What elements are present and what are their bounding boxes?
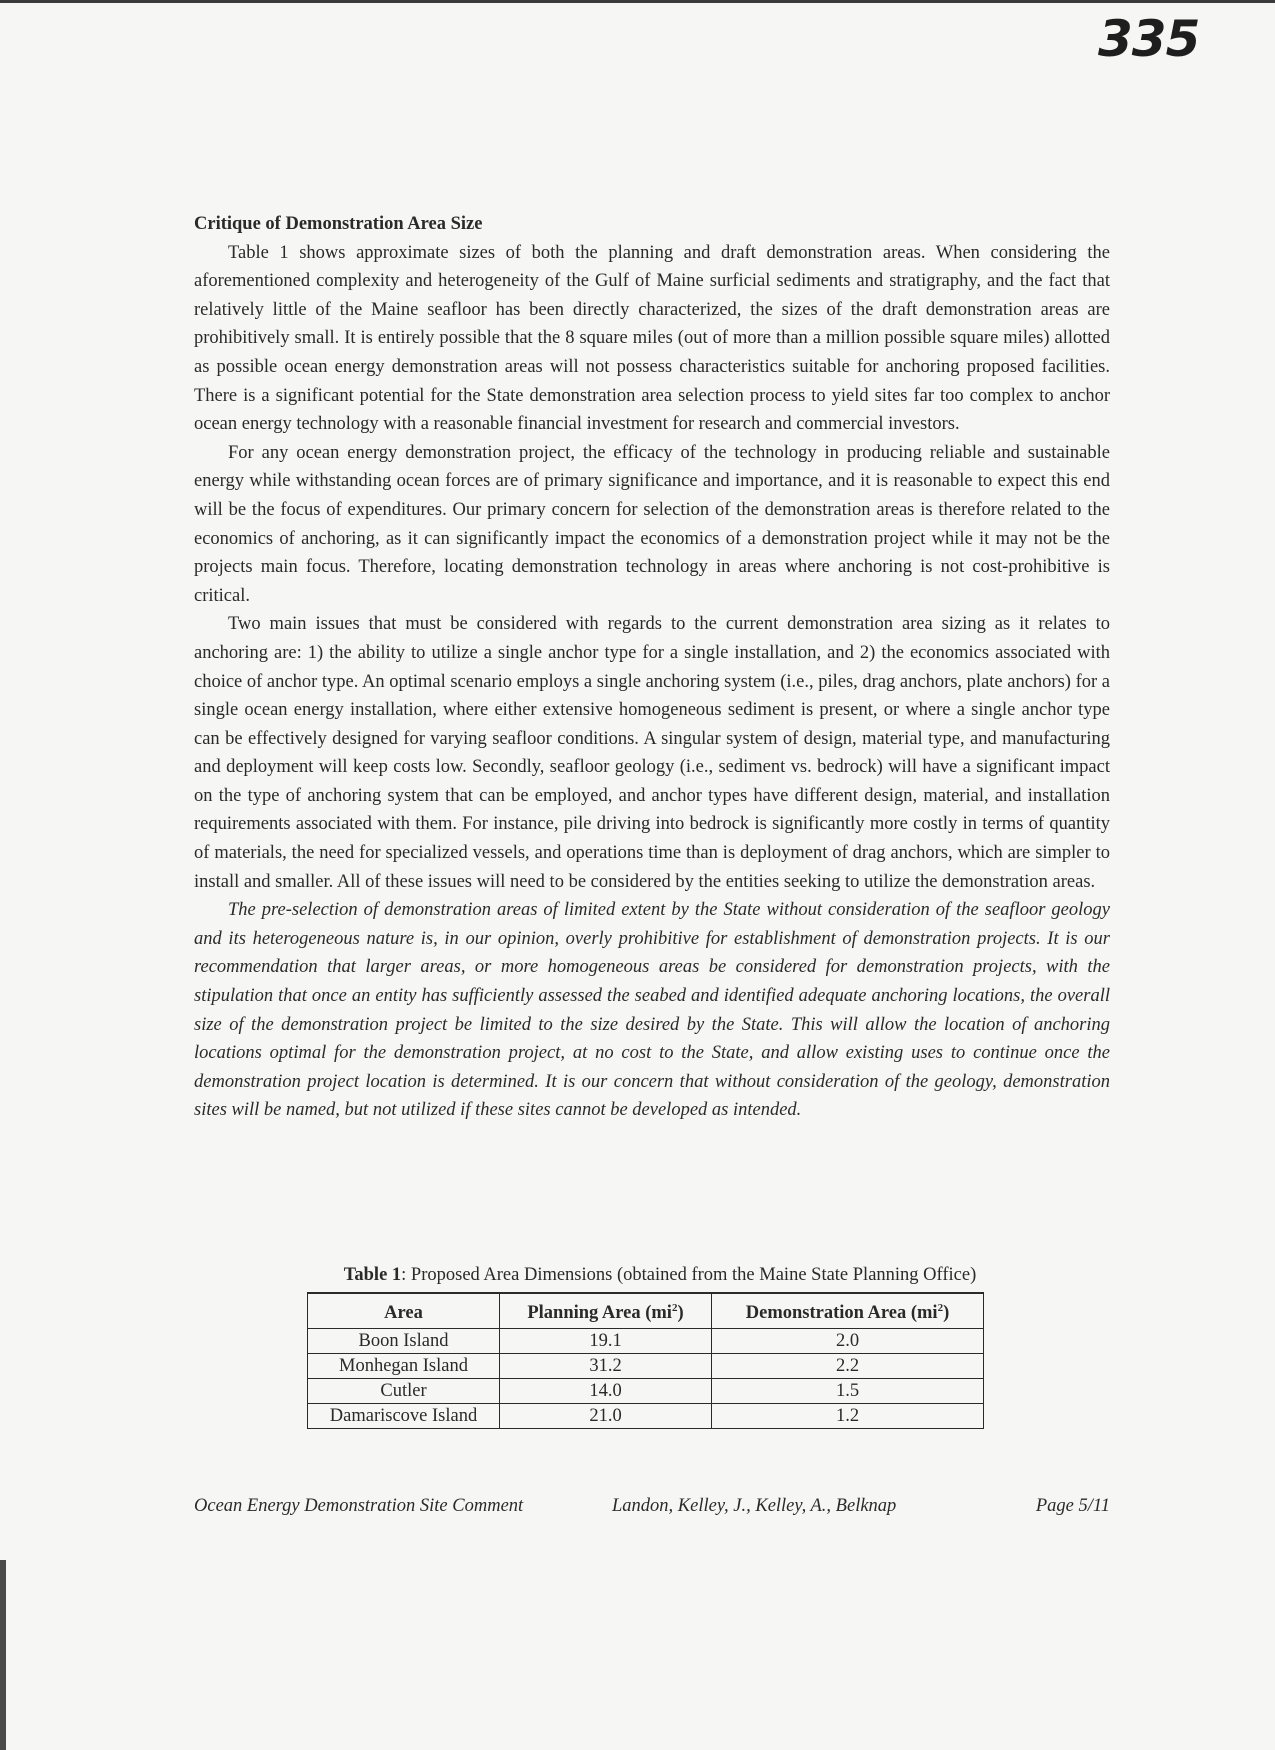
footer-authors: Landon, Kelley, J., Kelley, A., Belknap [612, 1496, 897, 1516]
top-edge-rule [0, 0, 1275, 3]
scan-edge-shadow [0, 1560, 6, 1750]
cell-area: Boon Island [308, 1329, 500, 1354]
cell-demonstration: 1.2 [712, 1404, 984, 1429]
paragraph-2: For any ocean energy demonstration project, the efficacy of the technology in producing reliable and sustainable energy while withstanding ocean forces are of primary significance and importance, and it is reasonable to expect this end will be the focus of expenditures. Our primary concern for selection of the demonstration areas is therefore related to the economics of anchoring, as it can significantly impact the economics of a demonstration project while it may not be the projects main focus. Therefore, locating demonstration technology in areas where anchoring is not cost-prohibitive is critical. [194, 442, 1110, 606]
header-planning-exponent: 2 [671, 1301, 678, 1314]
table-row [308, 1379, 984, 1404]
cell-planning: 14.0 [500, 1379, 712, 1404]
header-planning-label: Planning Area (mi [527, 1303, 672, 1323]
table-row [308, 1329, 984, 1354]
footer-page-number: Page 5/11 [1035, 1496, 1110, 1516]
cell-area: Monhegan Island [308, 1354, 500, 1379]
table-caption [280, 1262, 1040, 1288]
header-area: Area [308, 1293, 500, 1329]
paragraph-4-recommendation: The pre-selection of demonstration areas of limited extent by the State without consideration of the seafloor geology and its heterogeneous nature is, in our opinion, overly prohibitive for establishment of demonstration projects. It is our recommendation that larger areas, or more homogeneous areas be considered for demonstration projects, with the stipulation that once an entity has sufficiently assessed the seabed and identified adequate anchoring locations, the overall size of the demonstration project be limited to the size desired by the State. This will allow the location of anchoring locations optimal for the demonstration project, at no cost to the State, and allow existing uses to continue once the demonstration project location is determined. It is our concern that without consideration of the geology, demonstration sites will be named, but not utilized if these sites cannot be developed as intended. [194, 900, 1110, 1121]
cell-area: Cutler [308, 1379, 500, 1404]
cell-demonstration: 1.5 [712, 1379, 984, 1404]
header-demonstration-close: ) [943, 1303, 950, 1323]
cell-demonstration: 2.0 [712, 1329, 984, 1354]
header-demonstration-label: Demonstration Area (mi [745, 1303, 938, 1323]
table-caption-label: Table 1 [343, 1265, 402, 1285]
table-row [308, 1404, 984, 1429]
handwritten-page-mark: 335 [1098, 10, 1200, 68]
section-heading: Critique of Demonstration Area Size [194, 214, 483, 234]
paragraph-3: Two main issues that must be considered with regards to the current demonstration area sizing as it relates to anchoring are: 1) the ability to utilize a single anchor type for a single installation, and 2) the economics associated with choice of anchor type. An optimal scenario employs a single anchoring system (i.e., piles, drag anchors, plate anchors) for a single ocean energy installation, where either extensive homogeneous sediment is present, or where a single anchor type can be effectively designed for varying seafloor conditions. A singular system of design, material type, and manufacturing and deployment will keep costs low. Secondly, seafloor geology (i.e., sediment vs. bedrock) will have a significant impact on the type of anchoring system that can be employed, and anchor types have different design, material, and installation requirements associated with them. For instance, pile driving into bedrock is significantly more costly in terms of quantity of materials, the need for specialized vessels, and operations time than is deployment of drag anchors, which are simpler to install and smaller. All of these issues will need to be considered by the entities seeking to utilize the demonstration areas. [194, 614, 1110, 892]
cell-planning: 21.0 [500, 1404, 712, 1429]
cell-planning: 31.2 [500, 1354, 712, 1379]
header-demonstration-area [712, 1293, 984, 1329]
document-body [194, 210, 1110, 1125]
footer-document-title: Ocean Energy Demonstration Site Comment [194, 1496, 524, 1516]
table-block [280, 1262, 1040, 1429]
table-caption-text: : Proposed Area Dimensions (obtained from the Maine State Planning Office) [401, 1265, 977, 1285]
area-dimensions-table [307, 1292, 984, 1429]
cell-area: Damariscove Island [308, 1404, 500, 1429]
paragraph-1: Table 1 shows approximate sizes of both the planning and draft demonstration areas. When considering the aforementioned complexity and heterogeneity of the Gulf of Maine surficial sediments and stratigraphy, and the fact that relatively little of the Maine seafloor has been directly characterized, the sizes of the draft demonstration areas are prohibitively small. It is entirely possible that the 8 square miles (out of more than a million possible square miles) allotted as possible ocean energy demonstration areas will not possess characteristics suitable for anchoring proposed facilities. There is a significant potential for the State demonstration area selection process to yield sites far too complex to anchor ocean energy technology with a reasonable financial investment for research and commercial investors. [194, 242, 1110, 435]
table-row [308, 1354, 984, 1379]
header-planning-close: ) [677, 1303, 684, 1323]
table-header-row [308, 1293, 984, 1329]
cell-demonstration: 2.2 [712, 1354, 984, 1379]
header-demonstration-exponent: 2 [937, 1301, 944, 1314]
cell-planning: 19.1 [500, 1329, 712, 1354]
header-planning-area [500, 1293, 712, 1329]
